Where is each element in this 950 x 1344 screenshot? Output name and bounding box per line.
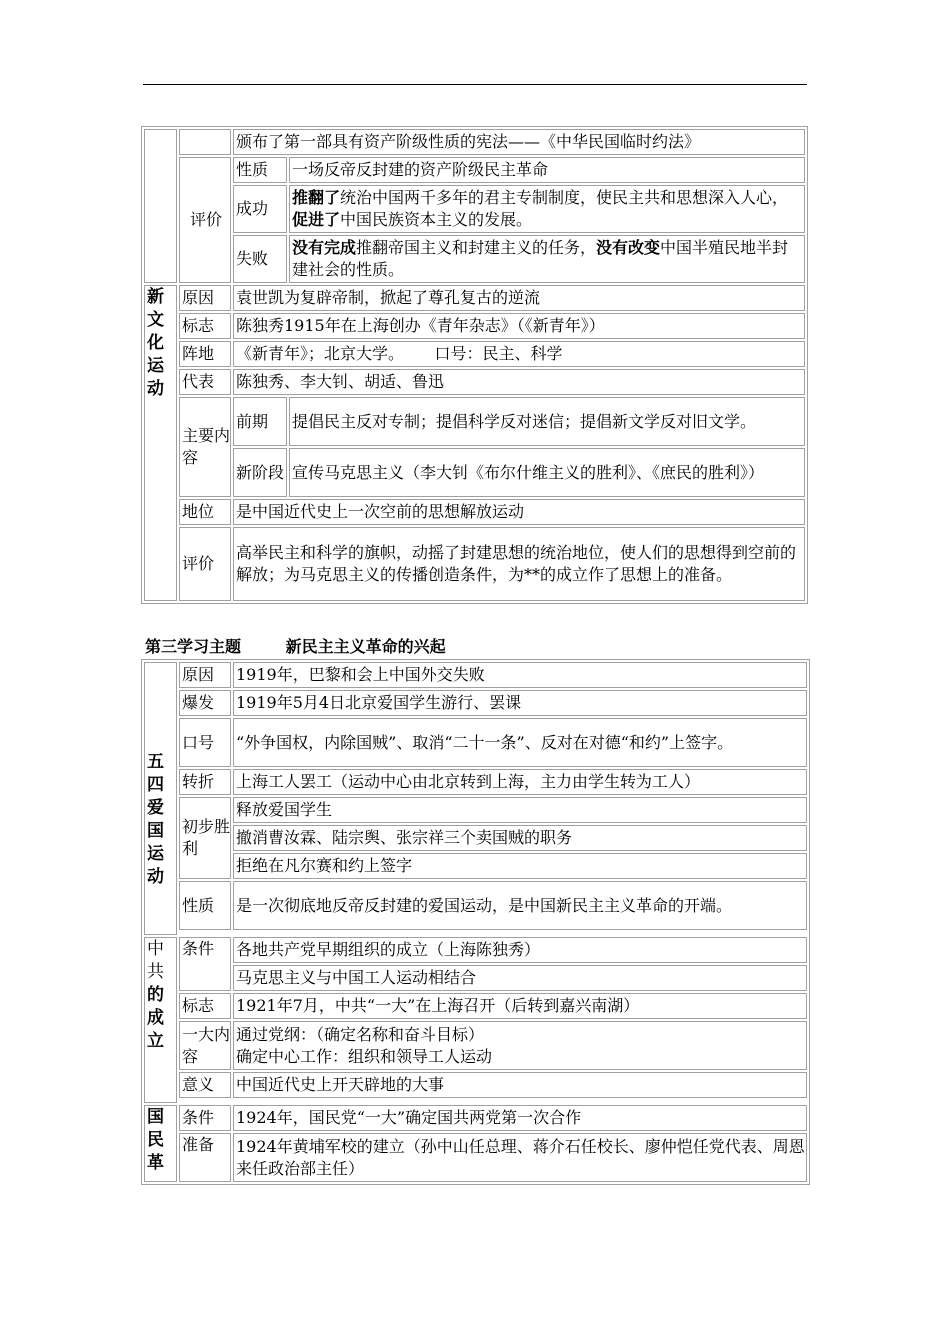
cell-pingjia2: 高举民主和科学的旗帜，动摇了封建思想的统治地位，使人们的思想得到空前的解放；为马克思主义的传播创造条件，为**的成立作了思想上的准备。: [233, 527, 805, 601]
cell-tiaojian2: 1924年，国民党“一大”确定国共两党第一次合作: [233, 1105, 807, 1131]
yida-line-2: 确定中心工作：组织和领导工人运动: [236, 1046, 493, 1066]
label-shibai: 失败: [233, 235, 287, 283]
label-kouhao: 口号: [179, 718, 231, 767]
header-rule: [143, 84, 807, 85]
cell-zhuanzhe: 上海工人罢工（运动中心由北京转到上海，主力由学生转为工人）: [233, 769, 807, 795]
section-wusi: 五四爱国运动: [144, 662, 177, 935]
cell-xingzhi: 是一次彻底地反帝反封建的爱国运动，是中国新民主主义革命的开端。: [233, 881, 807, 930]
cell-chenggong: 推翻了统治中国两千多年的君主专制制度，使民主共和思想深入人心，促进了中国民族资本主义的发展。: [289, 185, 805, 233]
cell-yida-neirong: [233, 1021, 807, 1070]
cell-zhendi: 《新青年》；北京大学。 口号：民主、科学: [233, 341, 805, 367]
yida-line-1: 通过党纲：（确定名称和奋斗目标）: [236, 1024, 485, 1044]
label-zhunbei: 准备: [179, 1133, 231, 1182]
label-tiaojian2: 条件: [179, 1105, 231, 1131]
label-chubu-shengli: 初步胜利: [179, 797, 231, 879]
heading-right: 新民主主义革命的兴起: [285, 637, 446, 656]
label-yida-neirong: 一大内容: [179, 1021, 231, 1070]
cell-xinjieduan: 宣传马克思主义（李大钊《布尔什维主义的胜利》、《庶民的胜利》）: [289, 448, 805, 497]
cell-tiaojian-2: 马克思主义与中国工人运动相结合: [233, 965, 807, 991]
section-heading: [145, 636, 446, 658]
cell-zhunbei: 1924年黄埔军校的建立（孙中山任总理、蒋介石任校长、廖仲恺任党代表、周恩来任政治部主任）: [233, 1133, 807, 1182]
label-yuanyin: 原因: [179, 285, 231, 311]
cell-yuefa: 颁布了第一部具有资产阶级性质的宪法——《中华民国临时约法》: [233, 129, 805, 155]
label-chenggong: 成功: [233, 185, 287, 233]
zhonggong-part1: 中共: [147, 939, 164, 982]
table-xinminzhu: [141, 659, 810, 1185]
section-blank: [144, 129, 177, 283]
label-neirong: 主要内容: [179, 397, 231, 497]
cell-xingzhi: 一场反帝反封建的资产阶级民主革命: [289, 157, 805, 183]
cell-daibiao: 陈独秀、李大钊、胡适、鲁迅: [233, 369, 805, 395]
cell-shengli-3: 拒绝在凡尔赛和约上签字: [233, 853, 807, 879]
section-zhonggong: [144, 937, 177, 1103]
cell-shengli-2: 撤消曹汝霖、陆宗舆、张宗祥三个卖国贼的职务: [233, 825, 807, 851]
table-xinhai-xinwenhua: [141, 126, 808, 604]
cell-biaozhi: 陈独秀1915年在上海创办《青年杂志》（《新青年》）: [233, 313, 805, 339]
heading-left: 第三学习主题: [145, 637, 242, 656]
cell-qianqi: 提倡民主反对专制；提倡科学反对迷信；提倡新文学反对旧文学。: [289, 397, 805, 446]
label-tiaojian: 条件: [179, 937, 231, 991]
spacer: [179, 932, 807, 935]
cell-yiyi: 中国近代史上开天辟地的大事: [233, 1072, 807, 1098]
label-pingjia: 评价: [179, 157, 231, 283]
label-daibiao: 代表: [179, 369, 231, 395]
blank-cell: [179, 129, 231, 155]
section-xinwenhua: 新文化运动: [144, 285, 177, 601]
spacer: [179, 1100, 807, 1103]
cell-shibai: 没有完成推翻帝国主义和封建主义的任务，没有改变中国半殖民地半封建社会的性质。: [289, 235, 805, 283]
cell-yuanyin: 袁世凯为复辟帝制，掀起了尊孔复古的逆流: [233, 285, 805, 311]
label-yuanyin: 原因: [179, 662, 231, 688]
zhonggong-part2: 的成立: [147, 985, 164, 1051]
cell-tiaojian-1: 各地共产党早期组织的成立（上海陈独秀）: [233, 937, 807, 963]
label-pingjia2: 评价: [179, 527, 231, 601]
label-qianqi: 前期: [233, 397, 287, 446]
label-diwei: 地位: [179, 499, 231, 525]
cell-shengli-1: 释放爱国学生: [233, 797, 807, 823]
label-zhendi: 阵地: [179, 341, 231, 367]
label-xinjieduan: 新阶段: [233, 448, 287, 497]
cell-diwei: 是中国近代史上一次空前的思想解放运动: [233, 499, 805, 525]
label-xingzhi: 性质: [233, 157, 287, 183]
label-xingzhi: 性质: [179, 881, 231, 930]
label-zhuanzhe: 转折: [179, 769, 231, 795]
cell-yuanyin: 1919年，巴黎和会上中国外交失败: [233, 662, 807, 688]
label-yiyi: 意义: [179, 1072, 231, 1098]
label-biaozhi: 标志: [179, 993, 231, 1019]
cell-baofa: 1919年5月4日北京爱国学生游行、罢课: [233, 690, 807, 716]
cell-kouhao: “外争国权，内除国贼”、取消“二十一条”、反对在对德“和约”上签字。: [233, 718, 807, 767]
label-baofa: 爆发: [179, 690, 231, 716]
label-biaozhi: 标志: [179, 313, 231, 339]
cell-biaozhi: 1921年7月，中共“一大”在上海召开（后转到嘉兴南湖）: [233, 993, 807, 1019]
section-guomin: 国民革: [144, 1105, 177, 1182]
